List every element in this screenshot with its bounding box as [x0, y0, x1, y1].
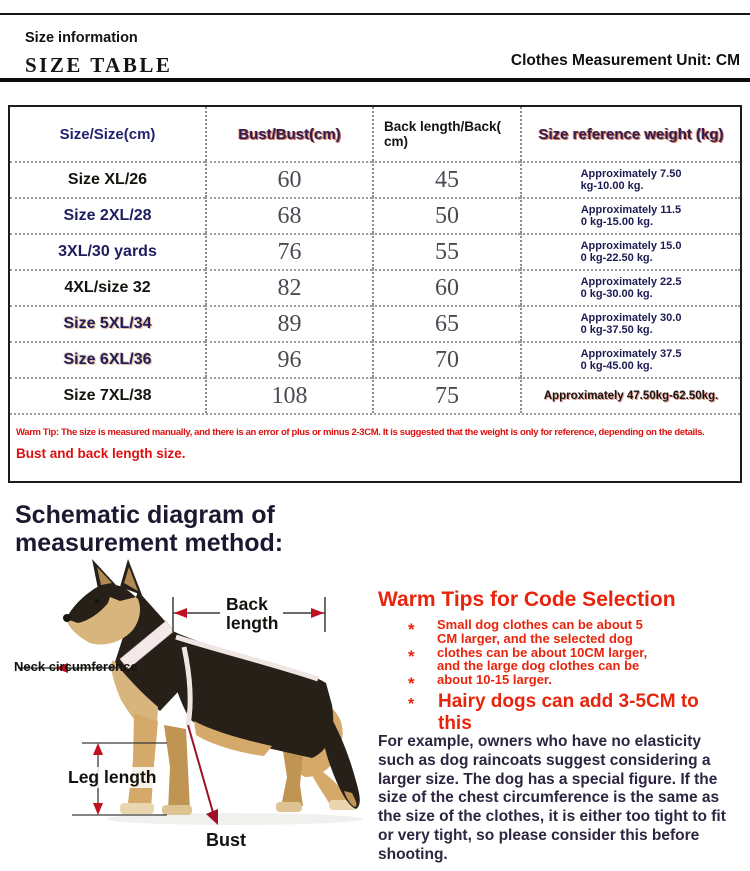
cell-size: Size 5XL/34: [10, 305, 205, 341]
cell-back: 50: [372, 197, 520, 233]
col-header-bust: Bust/Bust(cm): [205, 107, 372, 161]
weight-line2: 0 kg-30.00 kg.: [580, 288, 653, 300]
tips-bullet-hairy: Hairy dogs can add 3-5CM to this: [438, 691, 699, 734]
dog-photo: [0, 555, 380, 860]
back-length-arrowhead-right: [311, 608, 324, 618]
cell-weight: [520, 269, 740, 305]
weight-line2: 0 kg-45.00 kg.: [580, 360, 653, 372]
weight-line1: Approximately 7.50: [580, 167, 682, 180]
weight-line2: 0 kg-37.50 kg.: [580, 324, 653, 336]
col-header-back-l1: Back length/Back(: [384, 119, 502, 134]
weight-line1: Approximately 11.5: [580, 203, 682, 216]
cell-size: Size 7XL/38: [10, 377, 205, 413]
size-table: [8, 105, 742, 483]
cell-bust: 108: [205, 377, 372, 413]
dog-measurement-diagram: [0, 555, 380, 860]
col-header-back-length: [372, 107, 520, 161]
warm-tip-line1: Warm Tip: The size is measured manually, and there is an error of plus or minus 2-3CM. It is suggested that the weight is only for reference, depending on the details.: [16, 427, 705, 438]
tips-paragraph: For example, owners who have no elasticity such as dog raincoats suggest considering a larger size. The dog has a special figure. If the size of the chest circumference is the same as the size of the clothes, it is either too tight to fit or very tight, so please consider this before shooting.: [378, 733, 726, 863]
cell-back: 55: [372, 233, 520, 269]
cell-weight: [520, 341, 740, 377]
cell-back: 70: [372, 341, 520, 377]
leg-length-label: Leg length: [68, 767, 157, 787]
measurement-unit-note: Clothes Measurement Unit: CM: [510, 52, 740, 69]
weight-line1: Approximately 30.0: [580, 311, 682, 324]
schematic-title: [15, 501, 283, 557]
cell-bust: 76: [205, 233, 372, 269]
cell-size: Size 2XL/28: [10, 197, 205, 233]
asterisk-bullet-icon: *: [408, 696, 415, 713]
cell-size: 3XL/30 yards: [10, 233, 205, 269]
cell-back: 75: [372, 377, 520, 413]
top-divider: [0, 13, 750, 15]
back-length-arrowhead-left: [174, 608, 187, 618]
asterisk-bullet-icon: *: [408, 674, 415, 693]
cell-size: Size 6XL/36: [10, 341, 205, 377]
weight-line2: 0 kg-15.00 kg.: [580, 216, 654, 228]
weight-line1: Approximately 15.0: [580, 239, 682, 252]
cell-size: 4XL/size 32: [10, 269, 205, 305]
weight-line2: kg-10.00 kg.: [580, 180, 644, 192]
weight-line1: Approximately 47.50kg-62.50kg.: [543, 389, 719, 402]
col-header-back-l2: cm): [384, 134, 409, 149]
tips-title: Warm Tips for Code Selection: [378, 588, 676, 611]
cell-weight: [520, 233, 740, 269]
schematic-title-line2: measurement method:: [15, 529, 284, 557]
schematic-title-line1: Schematic diagram of: [15, 501, 275, 529]
neck-circumference-label: Neck circumference: [14, 659, 138, 674]
warm-tip-line2: Bust and back length size.: [16, 446, 186, 461]
asterisk-bullet-icon: *: [408, 647, 415, 666]
cell-back: 45: [372, 161, 520, 197]
leg-length-arrowhead-bottom: [93, 803, 103, 815]
cell-weight: [520, 161, 740, 197]
weight-line1: Approximately 22.5: [580, 275, 682, 288]
col-header-back-length-lines: [384, 119, 501, 149]
cell-weight: [520, 197, 740, 233]
cell-back: 60: [372, 269, 520, 305]
cell-bust: 89: [205, 305, 372, 341]
back-length-label: Back length: [226, 594, 279, 633]
tips-bullet-main: Small dog clothes can be about 5 CM larger, and the selected dog clothes can be about 10CM larger, and the large dog clothes can be about 10-15 larger.: [437, 617, 648, 688]
cell-back: 65: [372, 305, 520, 341]
weight-line2: 0 kg-22.50 kg.: [580, 252, 653, 264]
cell-weight: [520, 377, 740, 413]
size-table-title: SIZE TABLE: [25, 53, 173, 77]
leg-length-arrowhead-top: [93, 743, 103, 755]
cell-size: Size XL/26: [10, 161, 205, 197]
weight-line1: Approximately 37.5: [580, 347, 682, 360]
cell-bust: 68: [205, 197, 372, 233]
asterisk-bullet-icon: *: [408, 620, 415, 639]
bust-label: Bust: [206, 830, 246, 850]
table-warm-tip: [10, 413, 740, 481]
col-header-weight: Size reference weight (kg): [520, 107, 740, 161]
header-divider: [0, 78, 750, 82]
cell-bust: 96: [205, 341, 372, 377]
cell-weight: [520, 305, 740, 341]
cell-bust: 60: [205, 161, 372, 197]
cell-bust: 82: [205, 269, 372, 305]
size-information-heading: Size information: [25, 30, 138, 46]
col-header-size: Size/Size(cm): [59, 125, 156, 143]
